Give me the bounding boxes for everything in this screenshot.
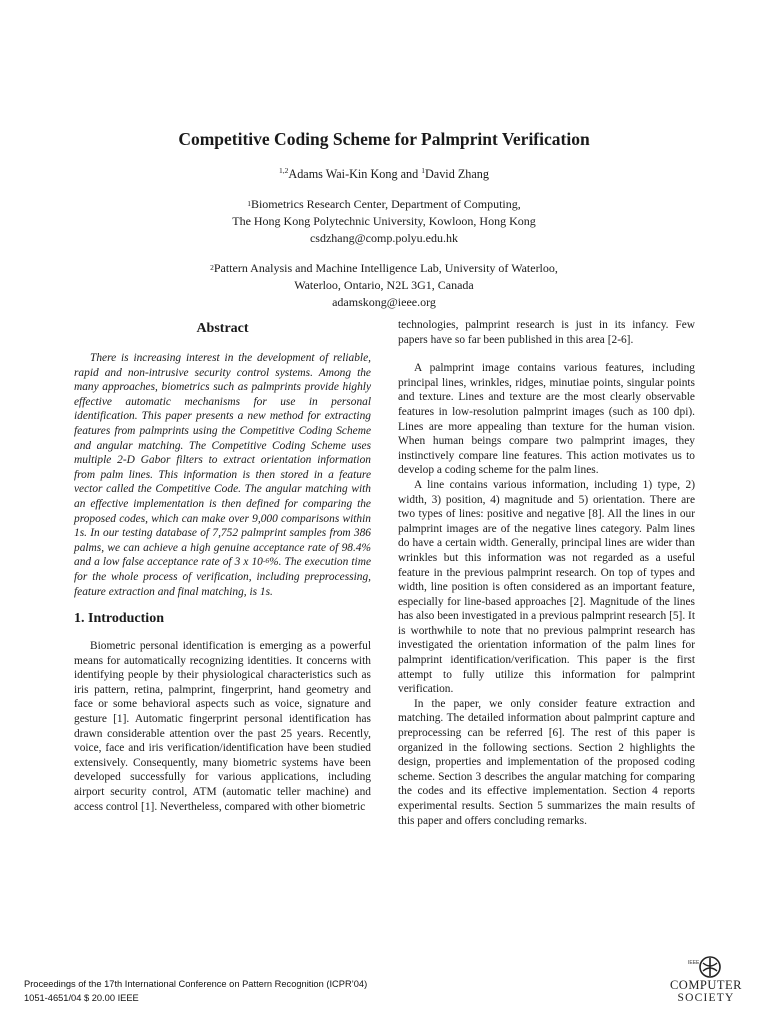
- affiliation-1-line-1: [0, 196, 768, 213]
- affiliation-2: [0, 260, 768, 311]
- affiliation-2-lab: Pattern Analysis and Machine Intelligence Lab, University of Waterloo,: [213, 261, 558, 275]
- logo-text-society: SOCIETY: [677, 992, 735, 1004]
- footer-conference: Proceedings of the 17th International Conference on Pattern Recognition (ICPR’04): [24, 979, 368, 989]
- proceedings-footer: [24, 978, 367, 1005]
- affiliation-1-dept: Biometrics Research Center, Department of Computing,: [250, 197, 521, 211]
- affiliation-2-marker: 2: [210, 263, 214, 272]
- author2-affiliation-marker: 1: [421, 166, 425, 175]
- ieee-emblem-icon: [686, 955, 726, 979]
- author2-name: David Zhang: [425, 167, 489, 181]
- introduction-continuation: technologies, palmprint research is just in its infancy. Few papers have so far been published in this area [2-6].: [398, 319, 695, 346]
- left-column: [74, 318, 371, 814]
- affiliation-1-email: csdzhang@comp.polyu.edu.hk: [309, 231, 459, 245]
- logo-text-computer: COMPUTER: [669, 978, 743, 992]
- computer-society-logo: [664, 955, 748, 1005]
- abstract-text-part-1: There is increasing interest in the development of reliable, rapid and non-intrusive security control systems. Among the many approaches, biometrics such as palmprints provide highly effective automatic mechanisms for use in personal identification. This paper presents a new method for extracting features from palmprints using the Competitive Coding Scheme and angular matching. The Competitive Coding Scheme uses multiple 2-D Gabor filters to extract orientation information from palm lines. This information is then stored in a feature vector called the Competitive Code. The angular matching with an effective implementation is then defined for comparing the proposed codes, which can make over 9,000 comparisons within 1s. In our testing database of 7,752 palmprint samples from 386 palms, we can achieve a high genuine acceptance rate of 98.4% and a low false acceptance rate of 3 x 10: [74, 352, 371, 569]
- introduction-heading: 1. Introduction: [74, 611, 164, 627]
- affiliation-2-email: adamskong@ieee.org: [332, 295, 436, 309]
- introduction-paragraph-4: In the paper, we only consider feature extraction and matching. The detailed information about palmprint capture and preprocessing can be referred [6]. The rest of this paper is organized in the following sections. Section 2 highlights the design, properties and implementation of the proposed coding scheme. Section 3 describes the angular matching for comparing the codes and its effective implementation. Section 4 reports experimental results. Section 5 summarizes the main results of this paper and offers concluding remarks.: [398, 697, 695, 827]
- introduction-paragraph-3: A line contains various information, including 1) type, 2) width, 3) position, 4) magnitude and 5) orientation. There are two types of lines: positive and negative [8]. All the lines in our palmprint images are of the negative lines category. Palm lines do have a certain width. Generally, principal lines are wider than wrinkles but this information was not regarded as a useful feature in the previous palmprint research. On top of types and width, line position is often considered as an important feature, especially for line-based approaches [2]. Magnitude of the lines has also been investigated in a previous palmprint research [5]. It is worthwhile to note that no previous palmprint research has investigated the orientation information of the palm lines for palmprint identification/verification. This paper is the first attempt to fully utilize this information for palmprint verification.: [398, 478, 696, 696]
- abstract-exponent: -6: [262, 556, 270, 566]
- introduction-paragraph-1: Biometric personal identification is emerging as a powerful means for automatically recognizing identities. It concerns with identifying people by their physiological characteristics such as iris pattern, retina, palmprint, fingerprint, hand geometry and face or some behavioral aspects such as voice, signature and gesture [1]. Automatic fingerprint personal identification has drawn considerable attention over the past 25 years. Recently, voice, face and iris verification/identification have been studied extensively. Consequently, many biometric systems have been developed successfully for various applications, including airport security control, ATM (automatic teller machine) and access control [1]. Nevertheless, compared with other biometric: [74, 640, 371, 813]
- abstract-text: [74, 351, 371, 599]
- footer-issn: 1051-4651/04 $ 20.00 IEEE: [24, 992, 139, 1003]
- abstract-text-part-2: %. The execution time for the whole process of verification, including preprocessing, feature extraction and final matching, is 1s.: [74, 556, 371, 598]
- logo-ieee-text: IEEE: [688, 960, 700, 966]
- right-column: [398, 318, 695, 828]
- author1-affiliation-marker: 1,2: [279, 166, 289, 175]
- author-conjunction: and: [397, 167, 422, 181]
- affiliation-1-marker: 1: [247, 199, 251, 208]
- paragraph-gap: [398, 347, 695, 361]
- paper-title: Competitive Coding Scheme for Palmprint Verification: [178, 129, 590, 149]
- affiliation-2-line-1: [0, 260, 768, 277]
- affiliation-2-line-2: Waterloo, Ontario, N2L 3G1, Canada: [294, 278, 474, 292]
- affiliation-1: [0, 196, 768, 247]
- abstract-heading: Abstract: [196, 321, 249, 336]
- affiliation-1-line-2: The Hong Kong Polytechnic University, Kowloon, Hong Kong: [232, 214, 536, 228]
- author-line: [0, 167, 768, 182]
- introduction-paragraph-2: A palmprint image contains various features, including principal lines, wrinkles, ridges, minutiae points, singular points and texture. Lines and texture are the most clearly observable features in low-resolution palmprint images (such as 100 dpi). Lines are more appealing than texture for the human vision. When human beings compare two palmprint images, they instinctively compare line features. This action motivates us to develop a coding scheme for the palm lines.: [398, 362, 695, 477]
- author1-name: Adams Wai-Kin Kong: [288, 167, 398, 181]
